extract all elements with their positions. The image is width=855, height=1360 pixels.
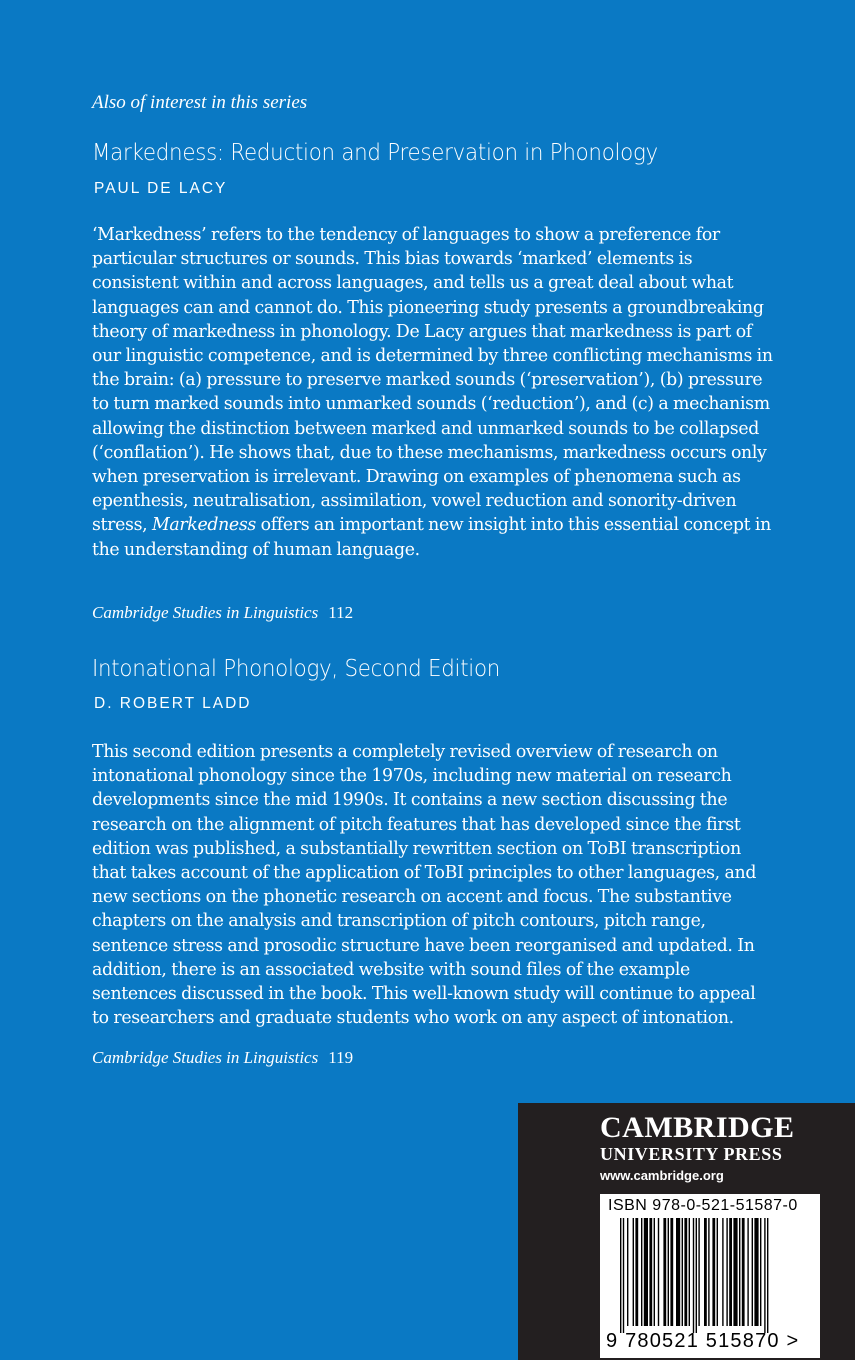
barcode-bar	[682, 1218, 683, 1326]
barcode-bar	[726, 1218, 727, 1326]
barcode-box	[600, 1194, 820, 1358]
barcode-bar	[693, 1218, 694, 1333]
publisher-logo-name: CAMBRIDGE	[600, 1111, 795, 1144]
barcode-bar	[620, 1218, 621, 1333]
publisher-logo-subtitle: UNIVERSITY PRESS	[600, 1144, 783, 1164]
series-heading: Also of interest in this series	[92, 92, 308, 113]
barcode-bar	[696, 1218, 697, 1333]
barcode-bar	[708, 1218, 709, 1326]
book-description-intonational-phonology: This second edition presents a completely revised overview of research on intonational phonology since the 1970s, including new material on research developments since the mid 1990s. It contains a new section discussing the research on the alignment of pitch features that has developed since the first edition was published, a substantially rewritten section on ToBI transcription that takes account of the application of ToBI principles to other languages, and new sections on the phonetic research on accent and focus. The substantive chapters on the analysis and transcription of pitch contours, pitch range, sentence stress and prosodic structure have been reorganised and updated. In addition, there is an associated website with sound files of the example sentences discussed in the book. This well-known study will continue to appeal to researchers and graduate students who work on any aspect of intonation.	[92, 742, 757, 1029]
barcode-bar	[670, 1218, 673, 1326]
book-series-markedness	[92, 603, 353, 623]
barcode-bar	[698, 1218, 699, 1326]
barcode-bar	[747, 1218, 748, 1326]
barcode-bar	[764, 1218, 765, 1333]
barcode-bar	[627, 1218, 628, 1326]
description-text: ‘Markedness’ refers to the tendency of languages to show a preference for particular structures or sounds. This bias towards ‘marked’ elements is consistent within and across languages, and tells us a great deal about what languages can and cannot do. This pioneering study presents a groundbreaking theory of markedness in phonology. De Lacy argues that markedness is part of our linguistic competence, and is determined by three conflicting mechanisms in the brain: (a) pressure to preserve marked sounds (‘preservation’), (b) pressure to turn marked sounds into unmarked sounds (‘reduction’), and (c) a mechanism allowing the distinction between marked and unmarked sounds to be collapsed (‘conflation’). He shows that, due to these mechanisms, markedness occurs only when preservation is irrelevant. Drawing on examples of phenomena such as epenthesis, neutralisation, assimilation, vowel reduction and sonority-driven stress,	[92, 225, 773, 536]
barcode-bar	[649, 1218, 652, 1326]
barcode-bar	[722, 1218, 723, 1326]
series-name: Cambridge Studies in Linguistics	[92, 1048, 319, 1067]
barcode-bar	[641, 1218, 642, 1326]
barcode-bar	[712, 1218, 715, 1326]
barcode-bar	[663, 1218, 666, 1326]
barcode-digits: 9 780521 515870 >	[606, 1330, 800, 1352]
barcode-bar	[635, 1218, 638, 1326]
book-title-markedness: Markedness: Reduction and Preservation in Phonology	[92, 140, 658, 166]
isbn-label: ISBN 978-0-521-51587-0	[608, 1197, 798, 1214]
barcode-bar	[733, 1218, 737, 1326]
barcode-bar	[739, 1218, 740, 1326]
barcode-bar	[729, 1218, 732, 1326]
barcode-bar	[742, 1218, 745, 1326]
book-author-ladd: D. ROBERT LADD	[94, 695, 252, 712]
barcode-icon	[600, 1218, 820, 1333]
barcode-bar	[760, 1218, 761, 1326]
series-name: Cambridge Studies in Linguistics	[92, 603, 319, 622]
publisher-imprint-panel	[518, 1103, 855, 1360]
barcode-bar	[658, 1218, 659, 1326]
barcode-bar	[623, 1218, 624, 1333]
barcode-bar	[668, 1218, 669, 1326]
barcode-bar	[689, 1218, 690, 1326]
barcode-bar	[767, 1218, 768, 1333]
barcode-bar	[684, 1218, 687, 1326]
series-number: 112	[328, 603, 354, 622]
book-author-de-lacy: PAUL DE LACY	[94, 180, 228, 197]
series-number: 119	[328, 1048, 354, 1067]
barcode-bar	[754, 1218, 758, 1326]
description-italic-title: Markedness	[151, 515, 256, 536]
publisher-url: www.cambridge.org	[600, 1168, 724, 1183]
barcode-bar	[717, 1218, 718, 1326]
barcode-bar	[654, 1218, 655, 1326]
barcode-bar	[644, 1218, 648, 1326]
book-description-markedness	[92, 223, 777, 562]
book-series-intonational-phonology	[92, 1048, 353, 1068]
barcode-bar	[704, 1218, 707, 1326]
barcode-bar	[752, 1218, 753, 1326]
barcode-bar	[633, 1218, 634, 1326]
description-text: offers an important new insight into this essential concept in the understanding of human language.	[92, 515, 771, 560]
book-title-intonational-phonology: Intonational Phonology, Second Edition	[92, 656, 501, 682]
barcode-bar	[676, 1218, 680, 1326]
